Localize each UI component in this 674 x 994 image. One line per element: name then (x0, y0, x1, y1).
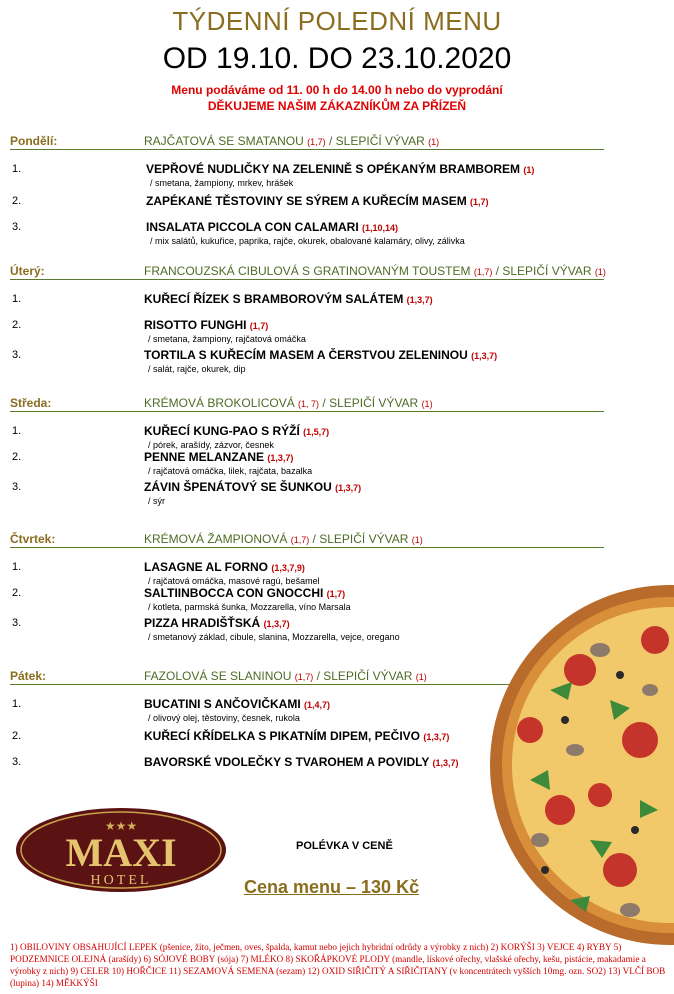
dish-title: ZÁVIN ŠPENÁTOVÝ SE ŠUNKOU (144, 480, 336, 494)
soup-2-allergens: (1) (421, 399, 433, 409)
dish-name (146, 162, 534, 176)
soup-2: SLEPIČÍ VÝVAR (319, 532, 412, 546)
dish-name (144, 348, 497, 362)
dish-name (144, 560, 305, 574)
dish-name (144, 586, 345, 600)
dish-allergens: (1,3,7) (471, 351, 498, 361)
soup-separator: / (319, 396, 330, 410)
dish-description: / mix salátů, kukuřice, paprika, rajče, okurek, obalované kalamáry, olivy, zálivka (150, 236, 465, 246)
item-number: 2. (12, 451, 22, 463)
serving-hours: Menu podáváme od 11. 00 h do 14.00 h nebo do vyprodání (171, 83, 503, 97)
day-soups (144, 396, 433, 410)
soup-2-allergens: (1) (428, 137, 440, 147)
dish-allergens: (1,7) (326, 589, 346, 599)
soup-1: RAJČATOVÁ SE SMATANOU (144, 134, 308, 148)
dish-title: PENNE MELANZANE (144, 450, 268, 464)
soup-2-allergens: (1) (594, 267, 606, 277)
dish-allergens: (1,3,7) (263, 619, 290, 629)
soup-1-allergens: (1, 7) (298, 399, 320, 409)
day-header (10, 262, 604, 280)
dish-description: / kotleta, parmská šunka, Mozzarella, víno Marsala (148, 602, 351, 612)
dish-name (144, 729, 449, 743)
soup-1-allergens: (1,7) (307, 137, 326, 147)
menu-price: Cena menu – 130 Kč (244, 877, 420, 897)
dish-allergens: (1,3,7) (406, 295, 433, 305)
dish-title: KUŘECÍ KŘÍDELKA S PIKATNÍM DIPEM, PEČIVO (144, 729, 424, 743)
dish-title: BAVORSKÉ VDOLEČKY S TVAROHEM A POVIDLY (144, 755, 433, 769)
dish-title: SALTIINBOCCA CON GNOCCHI (144, 586, 327, 600)
svg-text:HOTEL: HOTEL (90, 873, 152, 888)
soup-2-allergens: (1) (415, 672, 427, 682)
allergen-legend: 1) OBILOVINY OBSAHUJÍCÍ LEPEK (pšenice, žito, ječmen, oves, špalda, kamut nebo jejich hybridní odrůdy a výrobky z nich) 2) KORÝŠI 3) VEJCE 4) RYBY 5) PODZEMNICE OLEJNÁ (arašídy) 6) SÓJOVÉ BOBY (sója) 7) MLÉKO 8) SKOŘÁPKOVÉ PLODY (mandle, lískové ořechy, vlašské ořechy, kešu, pistácie, makadamie a výrobky z nich) 9) CELER 10) HOŘČICE 11) SEZAMOVÁ SEMENA (sezam) 12) OXID SIŘIČITÝ A SIŘIČITANY (v koncentrátech vyšších 10mg. ozn. SO2) 13) VLČÍ BOB (lupina) 14) MĚKKÝŠI (10, 942, 666, 988)
soup-1-allergens: (1,7) (290, 535, 310, 545)
dish-title: ZAPÉKANÉ TĚSTOVINY SE SÝREM A KUŘECÍM MASEM (146, 194, 471, 208)
item-number: 3. (12, 221, 22, 233)
soup-separator: / (309, 532, 320, 546)
soup-1: KRÉMOVÁ BROKOLICOVÁ (144, 396, 299, 410)
dish-title: KUŘECÍ KUNG-PAO S RÝŽÍ (144, 424, 304, 438)
item-number: 1. (12, 293, 22, 305)
dish-description: / salát, rajče, okurek, dip (148, 364, 246, 374)
day-name: Pondělí: (10, 134, 58, 148)
item-number: 2. (12, 195, 22, 207)
dish-allergens: (1,5,7) (303, 427, 330, 437)
dish-name (144, 480, 361, 494)
dish-description: / rajčatová omáčka, lilek, rajčata, bazalka (148, 466, 313, 476)
dish-allergens: (1,3,7) (335, 483, 362, 493)
dish-title: KUŘECÍ ŘÍZEK S BRAMBOROVÝM SALÁTEM (144, 292, 407, 306)
soup-1: FRANCOUZSKÁ CIBULOVÁ S GRATINOVANÝM TOUSTEM (144, 264, 474, 278)
dish-title: INSALATA PICCOLA CON CALAMARI (146, 220, 362, 234)
soup-1-allergens: (1,7) (473, 267, 493, 277)
dish-name (144, 450, 293, 464)
soup-2-allergens: (1) (411, 535, 423, 545)
item-number: 1. (12, 698, 22, 710)
item-number: 1. (12, 561, 22, 573)
soup-2: SLEPIČÍ VÝVAR (329, 396, 422, 410)
soup-2: SLEPIČÍ VÝVAR (323, 669, 416, 683)
dish-name (144, 755, 459, 769)
svg-text:★★★: ★★★ (104, 819, 138, 833)
svg-text:MAXI: MAXI (65, 830, 177, 875)
day-name: Úterý: (10, 264, 45, 278)
dish-allergens: (1) (523, 165, 535, 175)
dish-title: VEPŘOVÉ NUDLIČKY NA ZELENINĚ S OPÉKANÝM BRAMBOREM (146, 162, 524, 176)
dish-allergens: (1,10,14) (361, 223, 399, 233)
dish-name (144, 424, 329, 438)
menu-dates: OD 19.10. DO 23.10.2020 (162, 42, 512, 75)
dish-description: / smetana, žampiony, mrkev, hrášek (150, 178, 294, 188)
dish-allergens: (1,7) (249, 321, 269, 331)
day-header (10, 132, 604, 150)
day-soups (144, 532, 423, 546)
soup-included-note: POLÉVKA V CENĚ (296, 840, 393, 852)
soup-1: FAZOLOVÁ SE SLANINOU (144, 669, 295, 683)
maxi-hotel-logo (14, 806, 228, 894)
day-soups (144, 669, 427, 683)
soup-1: KRÉMOVÁ ŽAMPIONOVÁ (144, 532, 291, 546)
dish-description: / olivový olej, těstoviny, česnek, rukola (148, 713, 300, 723)
item-number: 3. (12, 349, 22, 361)
day-soups (144, 134, 439, 148)
day-soups (144, 264, 606, 278)
soup-2: SLEPIČÍ VÝVAR (502, 264, 595, 278)
day-header (10, 530, 604, 548)
day-header (10, 394, 604, 412)
item-number: 3. (12, 617, 22, 629)
day-name: Středa: (10, 396, 52, 410)
item-number: 2. (12, 730, 22, 742)
item-number: 1. (12, 163, 22, 175)
soup-separator: / (492, 264, 503, 278)
dish-name (146, 194, 489, 208)
dish-allergens: (1,7) (470, 197, 489, 207)
dish-allergens: (1,3,7) (432, 758, 459, 768)
dish-title: LASAGNE AL FORNO (144, 560, 272, 574)
dish-description: / pórek, arašídy, zázvor, česnek (148, 440, 274, 450)
item-number: 2. (12, 319, 22, 331)
item-number: 3. (12, 756, 22, 768)
dish-name (146, 220, 398, 234)
day-name: Čtvrtek: (10, 532, 56, 546)
dish-description: / smetana, žampiony, rajčatová omáčka (148, 334, 306, 344)
dish-title: TORTILA S KUŘECÍM MASEM A ČERSTVOU ZELENINOU (144, 348, 472, 362)
dish-allergens: (1,4,7) (304, 700, 331, 710)
dish-allergens: (1,3,7,9) (271, 563, 305, 573)
dish-title: PIZZA HRADIŠŤSKÁ (144, 616, 264, 630)
dish-title: RISOTTO FUNGHI (144, 318, 250, 332)
soup-2: SLEPIČÍ VÝVAR (335, 134, 429, 148)
pizza-image (470, 580, 674, 950)
item-number: 3. (12, 481, 22, 493)
dish-allergens: (1,3,7) (267, 453, 294, 463)
dish-name (144, 318, 268, 332)
menu-title: TÝDENNÍ POLEDNÍ MENU (172, 6, 502, 36)
dish-description: / rajčatová omáčka, masové ragú, bešamel (148, 576, 320, 586)
item-number: 2. (12, 587, 22, 599)
soup-1-allergens: (1,7) (294, 672, 314, 682)
dish-name (144, 697, 330, 711)
day-name: Pátek: (10, 669, 47, 683)
dish-description: / smetanový základ, cibule, slanina, Mozzarella, vejce, oregano (148, 632, 400, 642)
item-number: 1. (12, 425, 22, 437)
dish-description: / sýr (148, 496, 165, 506)
soup-separator: / (313, 669, 324, 683)
thanks-note: DĚKUJEME NAŠIM ZÁKAZNÍKŮM ZA PŘÍZEŇ (207, 99, 467, 113)
soup-separator: / (325, 134, 336, 148)
dish-name (144, 616, 290, 630)
dish-name (144, 292, 433, 306)
dish-allergens: (1,3,7) (423, 732, 450, 742)
dish-title: BUCATINI S ANČOVIČKAMI (144, 697, 304, 711)
